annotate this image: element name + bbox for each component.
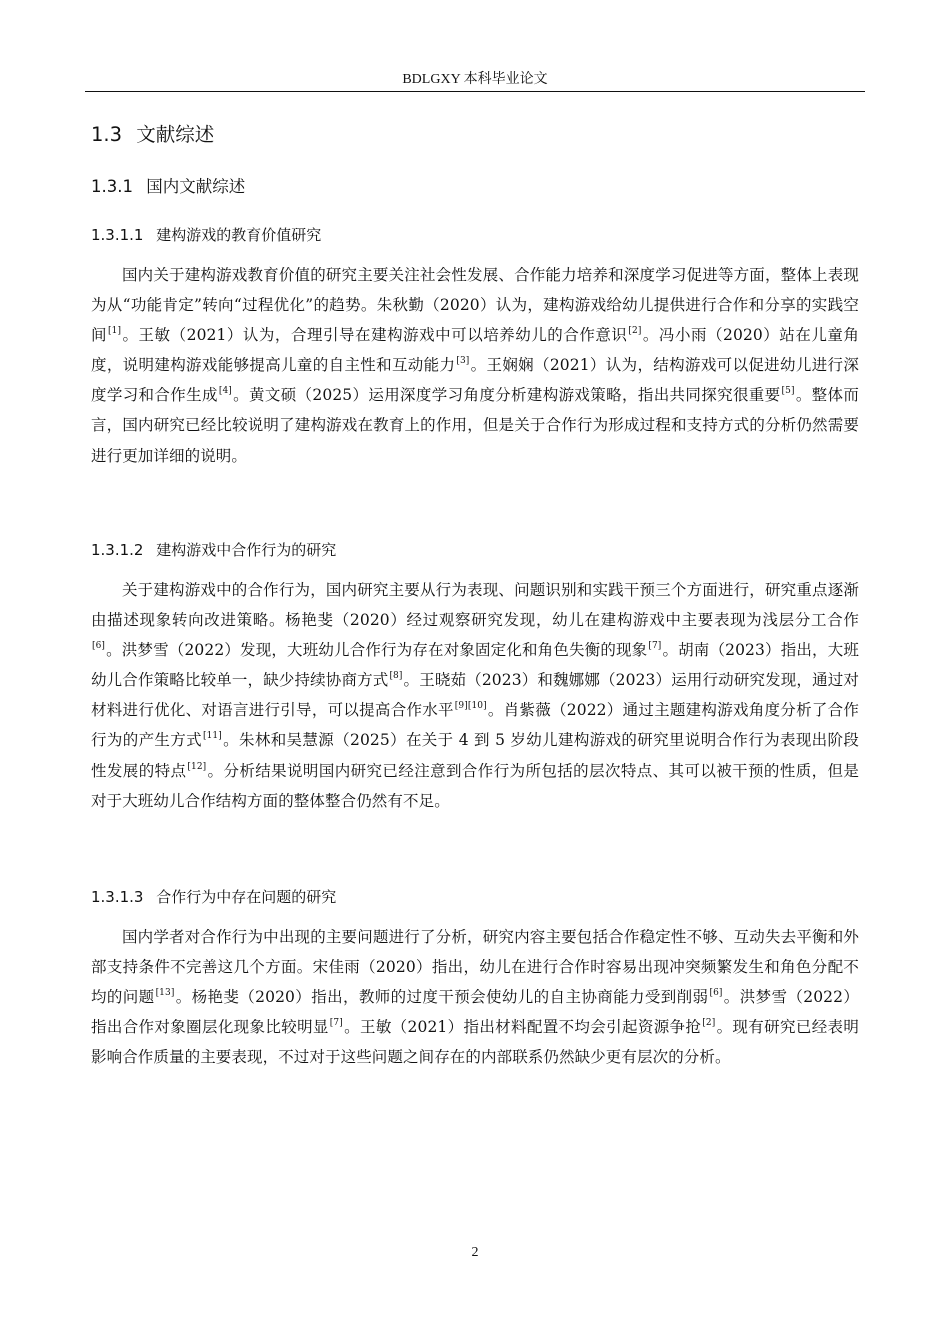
citation: [5] xyxy=(781,386,795,397)
paragraph-text: 关于建构游戏中的合作行为，国内研究主要从行为表现、问题识别和实践干预三个方面进行，研究重点逐渐由描述现象转向改进策略。杨艳斐（2020）经过观察研究发现，幼儿在建构游戏中主要表现为浅层分工合作 xyxy=(91,581,859,630)
paragraph-text: 。现有研究已经表明影响合作质量的主要表现，不过对于这些问题之间存在的内部联系仍然缺少更有层次的分析。 xyxy=(91,1018,859,1067)
citation: [7] xyxy=(648,641,662,652)
subsubsection-number: 1.3.1.3 xyxy=(91,888,144,906)
paragraph-text: 。王娴娴（2021）认为，结构游戏可以促进幼儿进行深度学习和合作生成 xyxy=(91,356,859,405)
paragraph-text: 国内关于建构游戏教育价值的研究主要关注社会性发展、合作能力培养和深度学习促进等方面，整体上表现为从“功能肯定”转向“过程优化”的趋势。朱秋勤（2020）认为，建构游戏给幼儿提供进行合作和分享的实践空间 xyxy=(91,266,859,345)
section-number: 1.3 xyxy=(91,123,123,146)
paragraph-text: 。王晓茹（2023）和魏娜娜（2023）运用行动研究发现，通过对材料进行优化、对语言进行引导，可以提高合作水平 xyxy=(91,671,859,720)
paragraph-text: 。分析结果说明国内研究已经注意到合作行为所包括的层次特点、其可以被干预的性质，但是对于大班幼儿合作结构方面的整体整合仍然有不足。 xyxy=(91,761,859,810)
subsubsection-title: 建构游戏的教育价值研究 xyxy=(156,226,322,244)
running-header: BDLGXY 本科毕业论文 xyxy=(402,72,548,87)
paragraph-text: 国内学者对合作行为中出现的主要问题进行了分析，研究内容主要包括合作稳定性不够、互动失去平衡和外部支持条件不完善这几个方面。宋佳雨（2020）指出，幼儿在进行合作时容易出现冲突频繁发生和角色分配不均的问题 xyxy=(91,928,859,1007)
paragraph-text: 。冯小雨（2020）站在儿童角度，说明建构游戏能够提高儿童的自主性和互动能力 xyxy=(91,326,859,375)
citation: [8] xyxy=(389,671,403,682)
section-heading xyxy=(91,119,214,147)
subsection-number: 1.3.1 xyxy=(91,177,133,196)
body-paragraph xyxy=(91,922,859,1072)
subsubsection-number: 1.3.1.1 xyxy=(91,226,144,244)
paragraph-text: 。朱林和吴慧源（2025）在关于 4 到 5 岁幼儿建构游戏的研究里说明合作行为表现出阶段性发展的特点 xyxy=(91,731,859,780)
citation: [2] xyxy=(702,1018,716,1029)
subsection-heading xyxy=(91,173,245,197)
paragraph-text: 。王敏（2021）指出材料配置不均会引起资源争抢 xyxy=(343,1018,702,1037)
citation: [1] xyxy=(108,326,122,337)
subsubsection-number: 1.3.1.2 xyxy=(91,541,144,559)
paragraph-text: 。洪梦雪（2022）指出合作对象圈层化现象比较明显 xyxy=(91,988,859,1037)
paragraph-text: 。黄文硕（2025）运用深度学习角度分析建构游戏策略，指出共同探究很重要 xyxy=(232,386,781,405)
subsection-title: 国内文献综述 xyxy=(146,177,246,196)
paragraph-text: 。王敏（2021）认为，合理引导在建构游戏中可以培养幼儿的合作意识 xyxy=(122,326,628,345)
header-divider xyxy=(85,91,865,92)
citation: [12] xyxy=(187,761,207,772)
body-paragraph xyxy=(91,260,859,471)
citation: [4] xyxy=(218,386,232,397)
citation: [3] xyxy=(456,356,470,367)
subsubsection-heading xyxy=(91,539,336,560)
body-paragraph xyxy=(91,575,859,816)
subsubsection-heading xyxy=(91,886,336,907)
subsubsection-title: 建构游戏中合作行为的研究 xyxy=(156,541,337,559)
paragraph-text: 。杨艳斐（2020）指出，教师的过度干预会使幼儿的自主协商能力受到削弱 xyxy=(175,988,709,1007)
page-number: 2 xyxy=(471,1245,479,1260)
citation: [9][10] xyxy=(454,701,487,712)
subsubsection-title: 合作行为中存在问题的研究 xyxy=(156,888,337,906)
paragraph-text: 。整体而言，国内研究已经比较说明了建构游戏在教育上的作用，但是关于合作行为形成过程和支持方式的分析仍然需要进行更加详细的说明。 xyxy=(91,386,859,465)
paragraph-text: 。胡南（2023）指出，大班幼儿合作策略比较单一，缺少持续协商方式 xyxy=(91,641,859,690)
citation: [7] xyxy=(329,1018,343,1029)
subsubsection-heading xyxy=(91,224,321,245)
citation: [13] xyxy=(155,988,175,999)
citation: [6] xyxy=(92,641,106,652)
section-title: 文献综述 xyxy=(136,123,215,146)
paragraph-text: 。肖紫薇（2022）通过主题建构游戏角度分析了合作行为的产生方式 xyxy=(91,701,859,750)
citation: [6] xyxy=(709,988,723,999)
citation: [11] xyxy=(203,731,222,742)
paragraph-text: 。洪梦雪（2022）发现，大班幼儿合作行为存在对象固定化和角色失衡的现象 xyxy=(106,641,648,660)
citation: [2] xyxy=(628,326,642,337)
